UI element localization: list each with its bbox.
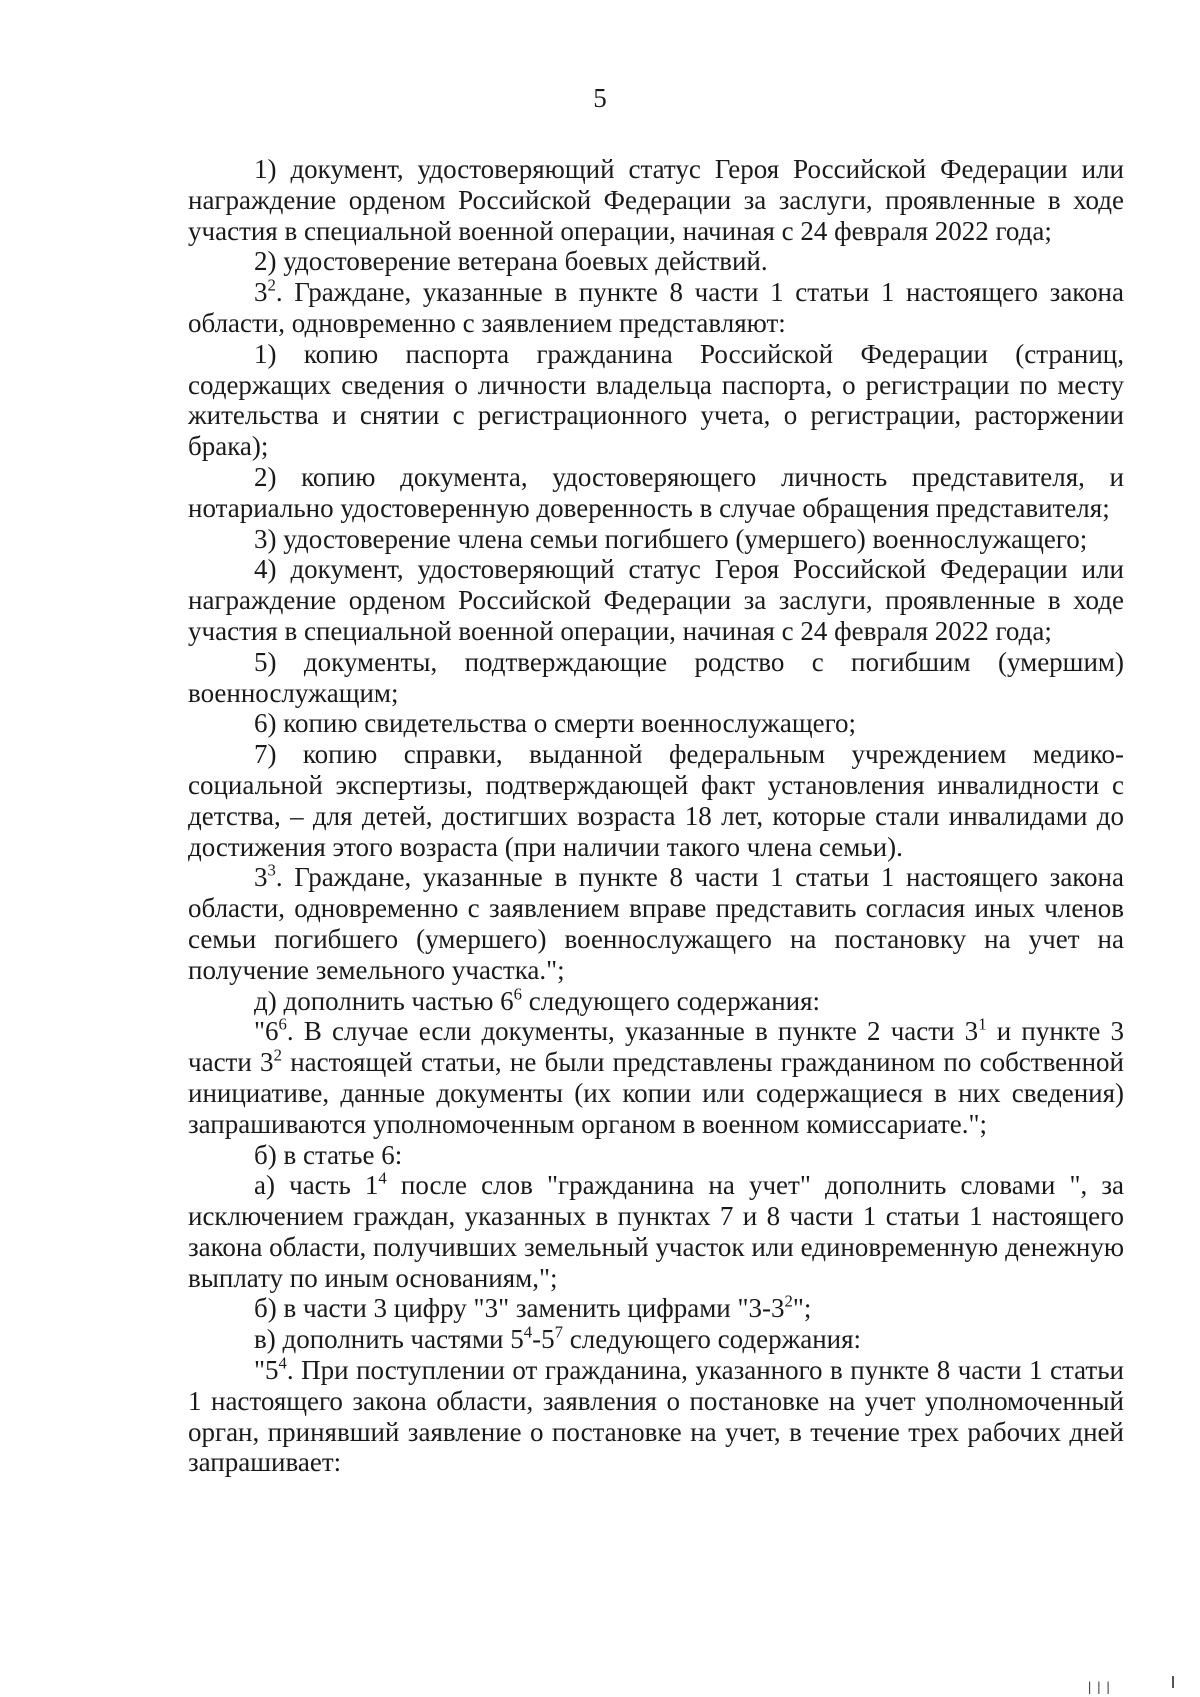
paragraph: 4) документ, удостоверяющий статус Героя Российской Федерации или награждение орденом Российской Федерации за заслуги, проявленные в ходе участия в специальной военной операции, начиная с 24 февраля 2022 года;	[188, 554, 1124, 646]
superscript: 3	[267, 860, 276, 880]
paragraph: "$6^6$. В случае если документы, указанные в пункте 2 части $3^1$ и пункте 3 части $3^2$ настоящей статьи, не были представлены гражданином по собственной инициативе, данные документы (их копии или содержащиеся в них сведения) запрашиваются уполномоченным органом в военном комиссариате.";	[188, 1014, 1125, 1139]
superscript: 4	[523, 1322, 533, 1342]
paragraph: б) в статье 6:	[254, 1139, 403, 1170]
paragraph: 2) удостоверение ветерана боевых действий.	[254, 246, 768, 277]
paragraph: б) в части 3 цифру "3" заменить цифрами "$3-3^2$";	[254, 1292, 812, 1324]
scan-edge-mark	[1172, 1676, 1174, 1688]
document-body	[188, 154, 1124, 1478]
superscript: 6	[513, 984, 522, 1004]
page-number: 5	[593, 83, 607, 113]
paragraph: д) дополнить частью $6^6$ следующего содержания:	[254, 984, 821, 1016]
paragraph: а) часть $1^4$ после слов "гражданина на учет" дополнить словами ", за исключением граждан, указанных в пунктах 7 и 8 части 1 статьи 1 настоящего закона области, получивших земельный участок или единовременную денежную выплату по иным основаниям,";	[188, 1168, 1125, 1293]
paragraph: 1) копию паспорта гражданина Российской Федерации (страниц, содержащих сведения о личности владельца паспорта, о регистрации по месту жительства и снятии с регистрационного учета, о регистрации, расторжении брака);	[188, 338, 1124, 462]
paragraph: в) дополнить частями $5^4-5^7$ следующего содержания:	[254, 1322, 862, 1355]
superscript: 7	[554, 1322, 563, 1342]
superscript: 6	[278, 1014, 287, 1034]
paragraph: 5) документы, подтверждающие родство с погибшим (умершим) военнослужащим;	[188, 646, 1124, 708]
paragraph: 1) документ, удостоверяющий статус Героя Российской Федерации или награждение орденом Российской Федерации за заслуги, проявленные в ходе участия в специальной военной операции, начиная с 24 февраля 2022 года;	[188, 154, 1124, 246]
superscript: 2	[267, 275, 276, 295]
paragraph: 2) копию документа, удостоверяющего личность представителя, и нотариально удостоверенную доверенность в случае обращения представителя;	[188, 461, 1124, 523]
scan-edge-marks: |||	[1086, 1680, 1114, 1694]
superscript: 2	[784, 1292, 793, 1312]
paragraph: 7) копию справки, выданной федеральным учреждением медико-социальной экспертизы, подтверждающей факт установления инвалидности с детства, – для детей, достигших возраста 18 лет, которые стали инвалидами до достижения этого возраста (при наличии такого члена семьи).	[188, 739, 1124, 862]
superscript: 2	[273, 1045, 282, 1065]
paragraph: $3^2$. Граждане, указанные в пункте 8 части 1 статьи 1 настоящего закона области, одновременно с заявлением представляют:	[188, 275, 1124, 338]
superscript: 4	[278, 1353, 287, 1373]
paragraph: 6) копию свидетельства о смерти военнослужащего;	[254, 708, 857, 739]
paragraph: 3) удостоверение члена семьи погибшего (умершего) военнослужащего;	[254, 523, 1088, 554]
superscript: 4	[378, 1168, 387, 1188]
paragraph: "$5^4$. При поступлении от гражданина, указанного в пункте 8 части 1 статьи 1 настоящего закона области, заявления о постановке на учет уполномоченный орган, принявший заявление о постановке на учет, в течение трех рабочих дней запрашивает:	[188, 1353, 1124, 1478]
paragraph: $3^3$. Граждане, указанные в пункте 8 части 1 статьи 1 настоящего закона области, одновременно с заявлением вправе представить согласия иных членов семьи погибшего (умершего) военнослужащего на постановку на учет на получение земельного участка.";	[188, 860, 1124, 985]
superscript: 1	[978, 1014, 987, 1034]
